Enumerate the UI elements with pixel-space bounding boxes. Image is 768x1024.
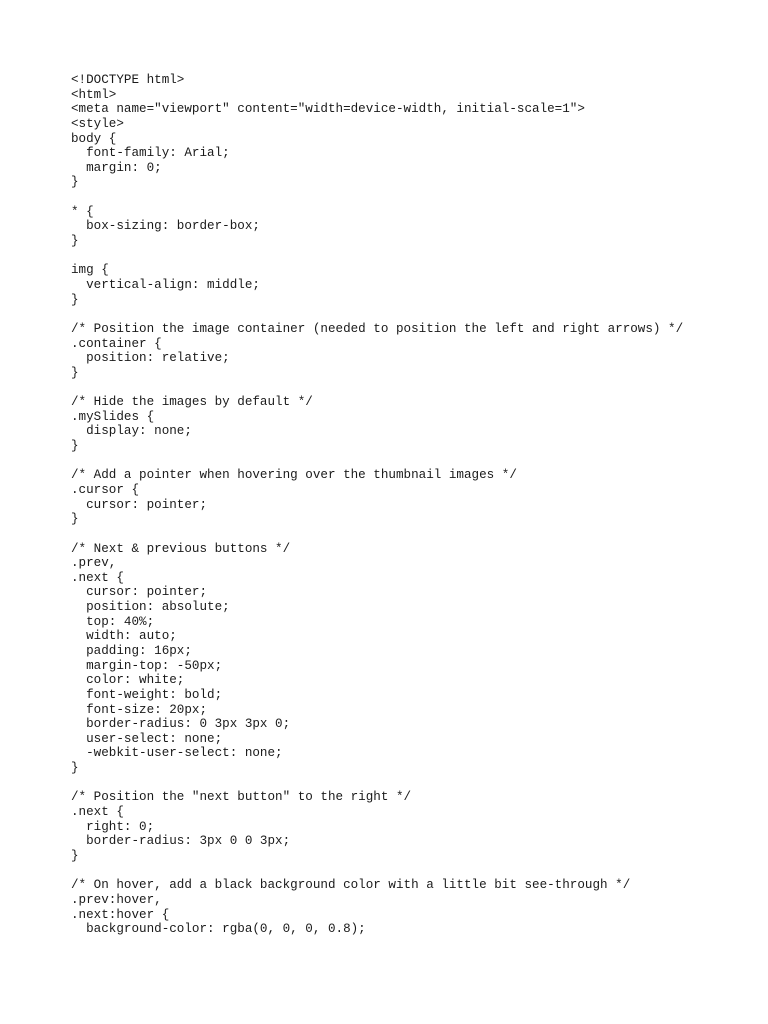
code-line: position: absolute; (71, 600, 230, 615)
code-line: box-sizing: border-box; (71, 219, 260, 234)
blank-line (71, 776, 751, 791)
code-line: body { (71, 131, 117, 146)
code-line: font-weight: bold; (71, 687, 223, 702)
code-line: /* Position the "next button" to the right */ (71, 790, 412, 805)
code-line: vertical-align: middle; (71, 277, 260, 292)
code-line: } (71, 365, 79, 380)
code-line: cursor: pointer; (71, 497, 208, 512)
code-line: /* Add a pointer when hovering over the thumbnail images */ (71, 468, 517, 483)
code-line: <html> (71, 87, 117, 102)
code-line: font-family: Arial; (71, 146, 230, 161)
code-line: img { (71, 263, 109, 278)
code-line: } (71, 761, 79, 776)
code-line: top: 40%; (71, 614, 155, 629)
code-line: width: auto; (71, 629, 177, 644)
code-line: .container { (71, 336, 162, 351)
blank-line (71, 249, 751, 264)
code-line: margin: 0; (71, 160, 162, 175)
code-line: .next { (71, 805, 124, 820)
code-line: /* On hover, add a black background color with a little bit see-through */ (71, 878, 631, 893)
code-line: margin-top: -50px; (71, 658, 223, 673)
blank-line (71, 380, 751, 395)
blank-line (71, 527, 751, 542)
code-line: /* Position the image container (needed to position the left and right arrows) */ (71, 321, 684, 336)
code-line: .prev:hover, (71, 892, 162, 907)
code-listing (71, 73, 751, 937)
code-line: color: white; (71, 673, 185, 688)
code-line: /* Hide the images by default */ (71, 395, 313, 410)
code-line: border-radius: 0 3px 3px 0; (71, 717, 291, 732)
code-line: .cursor { (71, 482, 140, 497)
blank-line (71, 190, 751, 205)
code-line: .next { (71, 570, 124, 585)
code-line: } (71, 439, 79, 454)
code-line: .next:hover { (71, 907, 170, 922)
code-line: <!DOCTYPE html> (71, 73, 185, 87)
code-line: .prev, (71, 556, 117, 571)
code-line: } (71, 512, 79, 527)
code-line: <meta name="viewport" content="width=device-width, initial-scale=1"> (71, 102, 585, 117)
code-line: user-select: none; (71, 731, 223, 746)
code-line: } (71, 234, 79, 249)
code-line: <style> (71, 116, 124, 131)
code-line: position: relative; (71, 351, 230, 366)
code-line: display: none; (71, 424, 192, 439)
code-line: * { (71, 204, 94, 219)
blank-line (71, 864, 751, 879)
code-line: font-size: 20px; (71, 702, 208, 717)
code-line: /* Next & previous buttons */ (71, 541, 291, 556)
code-line: padding: 16px; (71, 643, 192, 658)
blank-line (71, 307, 751, 322)
code-line: } (71, 292, 79, 307)
code-line: right: 0; (71, 819, 155, 834)
code-line: cursor: pointer; (71, 585, 208, 600)
code-line: border-radius: 3px 0 0 3px; (71, 834, 291, 849)
code-line: } (71, 848, 79, 863)
code-line: background-color: rgba(0, 0, 0, 0.8); (71, 922, 366, 937)
code-line: } (71, 175, 79, 190)
code-line: .mySlides { (71, 409, 155, 424)
code-line: -webkit-user-select: none; (71, 746, 283, 761)
blank-line (71, 454, 751, 469)
